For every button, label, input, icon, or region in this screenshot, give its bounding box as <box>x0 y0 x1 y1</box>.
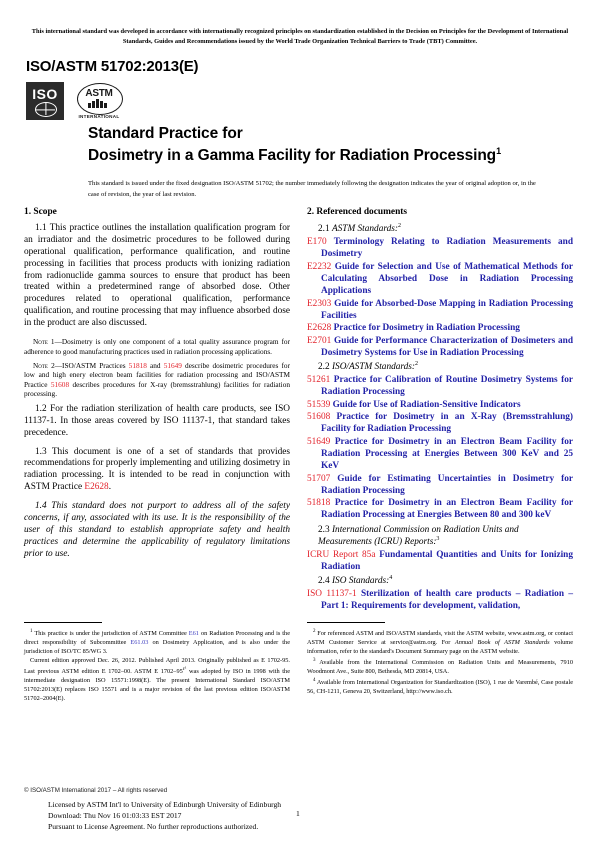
license-line-3: Pursuant to License Agreement. No further reproductions authorized. <box>48 821 259 831</box>
title-block <box>88 124 570 200</box>
reference-title[interactable]: Practice for Dosimetry in Radiation Processing <box>333 323 520 334</box>
reference-number[interactable]: E2701 <box>307 335 332 346</box>
paragraph-1-3-link-e2628[interactable]: E2628 <box>84 482 109 493</box>
subsection-2-3 <box>318 524 573 548</box>
page-number: 1 <box>296 809 300 818</box>
license-line-1: Licensed by ASTM Int'l to University of Edinburgh University of Edinburgh <box>48 800 282 809</box>
reference-number[interactable]: 51261 <box>307 375 331 386</box>
note-1 <box>24 337 290 356</box>
note-2 <box>24 361 290 399</box>
license-block <box>48 800 281 832</box>
paragraph-1-2: 1.2 For the radiation sterilization of health care products, see ISO 11137-1. In those areas covered by ISO 11137-1, that standard takes precedence. <box>24 403 290 438</box>
subsection-2-4-number: 2.4 <box>318 576 330 587</box>
reference-title[interactable]: Sterilization of health care products – Radiation – Part 1: Requirements for development, validation, <box>321 589 573 612</box>
title-footnote-marker: 1 <box>496 145 501 156</box>
subsection-2-3-footnote-marker: 3 <box>436 535 440 542</box>
paragraph-1-3-text-b: . <box>108 482 112 493</box>
copyright-line: © ISO/ASTM International 2017 – All rights reserved <box>24 787 168 794</box>
iso-logo <box>26 82 64 120</box>
footnote-3 <box>307 657 573 677</box>
footnote-1-text-c: on Dosimetry Application, and is also under the jurisdiction of ISO/TC 85/WG 3. <box>24 639 290 655</box>
reference-title[interactable]: Guide for Performance Characterization of Dosimeters and Dosimetry Systems for Use in Radiation Processing <box>321 335 573 358</box>
footnote-1-link-e61[interactable]: E61 <box>188 630 199 638</box>
subsection-2-2 <box>318 361 573 373</box>
reference-number[interactable]: 51818 <box>307 498 331 509</box>
astm-logo-subtext: INTERNATIONAL <box>78 114 120 119</box>
reference-title[interactable]: Practice for Dosimetry in an X-Ray (Bremsstrahlung) Facility for Radiation Processing <box>321 412 574 435</box>
footnote-1-link-e6103[interactable]: E61.03 <box>130 639 149 647</box>
edition-text-b: was adopted by ISO in 1998 with the intermediate designation ISO 15571:1998(E). The present International Standard ISO/ASTM 51702:2013(E) replaces ISO 15571 and is a major revision of the last previous edition ISO/ASTM 51702–2004(E). <box>24 667 290 702</box>
reference-number[interactable]: E2232 <box>307 261 332 272</box>
reference-number[interactable]: E2628 <box>307 323 332 334</box>
wto-notice: This international standard was developed in accordance with internationally recognized principles on standardization established in the Decision on Principles for the Development of International Standards, Guides and Recommendations issued by the World Trade Organization Technical Barriers to Trade (TBT) Committee. <box>31 28 569 45</box>
reference-item[interactable] <box>307 436 573 472</box>
subsection-2-1-title: ASTM Standards: <box>331 224 398 235</box>
reference-number[interactable]: ICRU Report 85a <box>307 549 376 560</box>
license-line-2: Download: Thu Nov 16 01:03:33 EST 2017 <box>48 810 182 820</box>
subsection-2-3-title: International Commission on Radiation Units and Measurements (ICRU) Reports: <box>318 524 519 547</box>
note-2-text-a: —ISO/ASTM Practices <box>54 360 129 370</box>
paragraph-1-3-text-a: 1.3 This document is one of a set of standards that provides recommendations for properly implementing and utilizing dosimetry in radiation processing. It is intended to be read in conjunction with ASTM Practice <box>24 446 290 493</box>
note-1-text: —Dosimetry is only one component of a total quality assurance program for adherence to good manufacturing practices used in radiation processing applications. <box>24 337 291 356</box>
subsection-2-2-footnote-marker: 2 <box>415 360 419 367</box>
subsection-2-1 <box>318 223 573 235</box>
note-2-link-51649[interactable]: 51649 <box>163 360 182 370</box>
subsection-2-2-number: 2.2 <box>318 362 330 373</box>
reference-item[interactable] <box>307 497 573 521</box>
reference-item[interactable] <box>307 473 573 497</box>
reference-item[interactable] <box>307 298 573 322</box>
footnote-3-marker: 3 <box>313 657 316 663</box>
note-2-label: Note 2 <box>33 360 55 370</box>
footnote-1-marker: 1 <box>30 629 33 634</box>
note-2-text-d: describes procedures for X-ray (bremsstrahlung) facilities for radiation processing. <box>24 379 290 399</box>
reference-number[interactable]: E170 <box>307 237 327 248</box>
left-column <box>24 207 290 568</box>
footnote-2-text-b: volume information, refer to the standard's Document Summary page on the ASTM website. <box>307 639 573 655</box>
footnotes-left <box>24 628 290 704</box>
reference-title[interactable]: Guide for Absorbed-Dose Mapping in Radiation Processing Facilities <box>321 298 573 321</box>
note-2-link-51818[interactable]: 51818 <box>128 360 147 370</box>
paragraph-1-1: 1.1 This practice outlines the installation qualification program for an irradiator and the dosimetric procedures to be followed during operational qualification, performance qualification, and routine processing in facilities that process products with ionizing radiation from radionuclide gamma sources to ensure that product has been treated within a predetermined range of absorbed dose. Other procedures related to operational qualification, performance qualification, and routine processing that may influence absorbed dose in the product are also discussed. <box>24 223 290 329</box>
subsection-2-1-footnote-marker: 2 <box>397 223 401 229</box>
paragraph-1-3 <box>24 447 290 495</box>
reference-title[interactable]: Guide for Estimating Uncertainties in Dosimetry for Radiation Processing <box>321 473 574 496</box>
subsection-2-4-footnote-marker: 4 <box>389 574 393 581</box>
reference-item[interactable] <box>307 236 573 260</box>
reference-item[interactable] <box>307 322 573 334</box>
references-heading: 2. Referenced documents <box>307 207 408 217</box>
footnote-1 <box>24 628 290 657</box>
reference-item[interactable] <box>307 549 573 573</box>
scope-heading: 1. Scope <box>24 207 57 217</box>
subsection-2-2-title: ISO/ASTM Standards: <box>331 362 416 373</box>
reference-number[interactable]: 51707 <box>307 473 331 484</box>
reference-number[interactable]: 51649 <box>307 437 331 448</box>
subsection-2-3-number: 2.3 <box>318 524 330 535</box>
footnote-3-text: Available from the International Commission on Radiation Units and Measurements, 7910 Woodmont Ave., Suite 800, Bethesda, MD 20814, USA. <box>307 659 573 675</box>
footnote-4-marker: 4 <box>313 677 316 683</box>
globe-icon <box>35 102 57 117</box>
reference-number[interactable]: E2303 <box>307 298 332 309</box>
footnote-4 <box>307 677 573 697</box>
footnote-4-text: Available from International Organization for Standardization (ISO), 1 rue de Varembé, Case postale 56, CH-1211, Geneva 20, Switzerland, http://www.iso.ch. <box>307 678 573 695</box>
astm-logo <box>74 83 126 123</box>
footnote-divider-right <box>307 622 385 623</box>
standard-designation: ISO/ASTM 51702:2013(E) <box>26 58 199 75</box>
right-column <box>307 207 573 613</box>
footnotes-right <box>307 628 573 697</box>
edition-sup: ε¹ <box>182 666 187 672</box>
footnote-divider-left <box>24 622 102 623</box>
reference-item[interactable] <box>307 399 573 411</box>
astm-logo-bars <box>88 99 110 108</box>
reference-title[interactable]: Guide for Selection and Use of Mathematical Methods for Calculating Absorbed Dose in Radiation Processing Applications <box>321 261 573 296</box>
reference-title[interactable]: Guide for Use of Radiation-Sensitive Indicators <box>332 399 521 410</box>
note-2-link-51608[interactable]: 51608 <box>50 379 70 389</box>
footnote-edition-info <box>24 657 290 704</box>
title-text: Dosimetry in a Gamma Facility for Radiation Processing <box>88 147 497 165</box>
subsection-2-1-number: 2.1 <box>318 224 330 235</box>
reference-title[interactable]: Practice for Dosimetry in an Electron Beam Facility for Radiation Processing at Energies Between 80 and 300 keV <box>321 498 573 521</box>
iso-logo-text: ISO <box>32 86 58 102</box>
footnote-2-italic: Annual Book of ASTM Standards <box>454 639 550 647</box>
footnote-1-text-a: This practice is under the jurisdiction of ASTM Committee <box>32 630 189 638</box>
reference-item[interactable] <box>307 411 573 435</box>
reference-title[interactable]: Practice for Calibration of Routine Dosimetry Systems for Radiation Processing <box>321 375 573 398</box>
reference-item[interactable] <box>307 261 573 297</box>
edition-text-a: Current edition approved Dec. 26, 2012. Published April 2013. Originally published as E 1702-95. Last previous ASTM edition E 1702–00. ASTM E 1702–95 <box>24 656 290 675</box>
reference-item[interactable] <box>307 588 573 612</box>
subsection-2-4-title: ISO Standards: <box>331 576 390 587</box>
reference-title[interactable]: Terminology Relating to Radiation Measurements and Dosimetry <box>321 237 573 260</box>
note-2-text-c: describe dosimetric procedures for low and high enery electron beam facilities for radiation processing and ISO/ASTM Practice <box>24 360 291 389</box>
reference-number[interactable]: ISO 11137-1 <box>307 589 357 600</box>
title-line-2 <box>88 145 570 167</box>
subsection-2-4 <box>318 575 573 587</box>
footnote-1-text-b: on Radiation Processing and is the direct responsibility of Subcommittee <box>24 630 290 647</box>
reference-item[interactable] <box>307 374 573 398</box>
issued-note: This standard is issued under the fixed designation ISO/ASTM 51702; the number immediately following the designation indicates the year of original adoption or, in the case of revision, the year of last revision. <box>88 180 536 198</box>
footnote-2-marker: 2 <box>313 629 316 634</box>
title-line-1: Standard Practice for <box>88 125 243 142</box>
reference-title[interactable]: Fundamental Quantities and Units for Ionizing Radiation <box>321 549 573 572</box>
astm-logo-text: ASTM <box>85 88 113 99</box>
reference-title[interactable]: Practice for Dosimetry in an Electron Beam Facility for Radiation Processing at Energies Between 300 KeV and 25 KeV <box>321 437 573 472</box>
reference-item[interactable] <box>307 335 573 359</box>
footnote-2-text-a: For referenced ASTM and ISO/ASTM standards, visit the ASTM website, www.astm.org, or contact ASTM Customer Service at service@astm.org. For <box>307 630 573 647</box>
footnote-2 <box>307 628 573 657</box>
note-1-label: Note 1 <box>33 337 55 347</box>
reference-number[interactable]: 51539 <box>307 399 331 410</box>
reference-number[interactable]: 51608 <box>307 412 331 423</box>
note-2-text-b: and <box>146 360 164 370</box>
paragraph-1-4: 1.4 This standard does not purport to address all of the safety concerns, if any, associated with its use. It is the responsibility of the user of this standard to establish appropriate safety and health practices and determine the applicability of regulatory limitations prior to use. <box>24 501 290 559</box>
